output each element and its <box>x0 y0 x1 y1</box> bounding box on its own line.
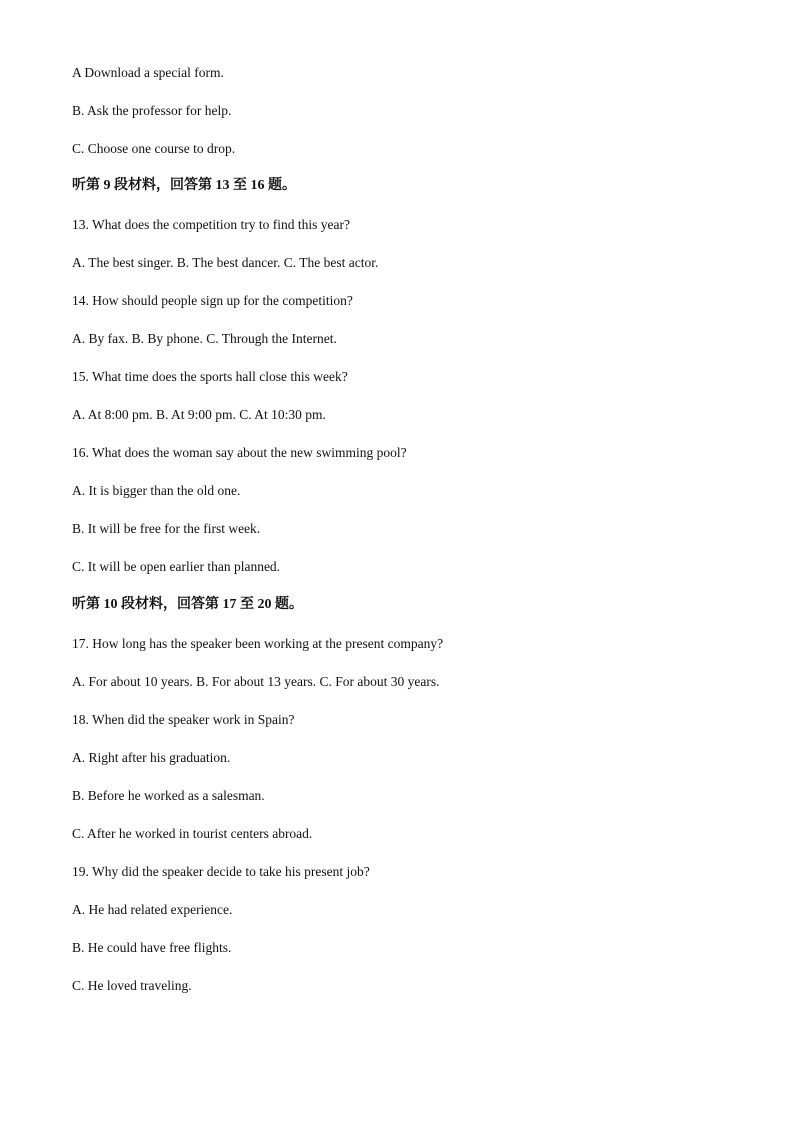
option-text: A. For about 10 years. B. For about 13 years. C. For about 30 years. <box>72 674 440 689</box>
question-text: 19. Why did the speaker decide to take his present job? <box>72 864 370 879</box>
question-text: 16. What does the woman say about the new swimming pool? <box>72 445 407 460</box>
section-heading: 听第 10 段材料，回答第 17 至 20 题。 <box>72 597 303 612</box>
question-text: 13. What does the competition try to find this year? <box>72 217 350 232</box>
option-text: C. It will be open earlier than planned. <box>72 559 281 574</box>
question-text: 18. When did the speaker work in Spain? <box>72 712 295 727</box>
section-heading: 听第 9 段材料，回答第 13 至 16 题。 <box>72 178 296 193</box>
option-text: A. He had related experience. <box>72 902 233 917</box>
option-text: A Download a special form. <box>72 65 224 80</box>
option-text: B. Ask the professor for help. <box>72 103 232 118</box>
option-text: B. He could have free flights. <box>72 940 232 955</box>
option-text: A. By fax. B. By phone. C. Through the Internet. <box>72 331 337 346</box>
question-text: 14. How should people sign up for the competition? <box>72 293 353 308</box>
option-text: C. Choose one course to drop. <box>72 141 236 156</box>
question-text: 15. What time does the sports hall close this week? <box>72 369 348 384</box>
option-text: A. Right after his graduation. <box>72 750 231 765</box>
option-text: B. Before he worked as a salesman. <box>72 788 265 803</box>
option-text: C. After he worked in tourist centers abroad. <box>72 826 313 841</box>
option-text: C. He loved traveling. <box>72 978 192 993</box>
question-text: 17. How long has the speaker been working at the present company? <box>72 636 444 651</box>
option-text: A. At 8:00 pm. B. At 9:00 pm. C. At 10:30 pm. <box>72 407 326 422</box>
option-text: A. It is bigger than the old one. <box>72 483 241 498</box>
option-text: B. It will be free for the first week. <box>72 521 261 536</box>
option-text: A. The best singer. B. The best dancer. C. The best actor. <box>72 255 379 270</box>
